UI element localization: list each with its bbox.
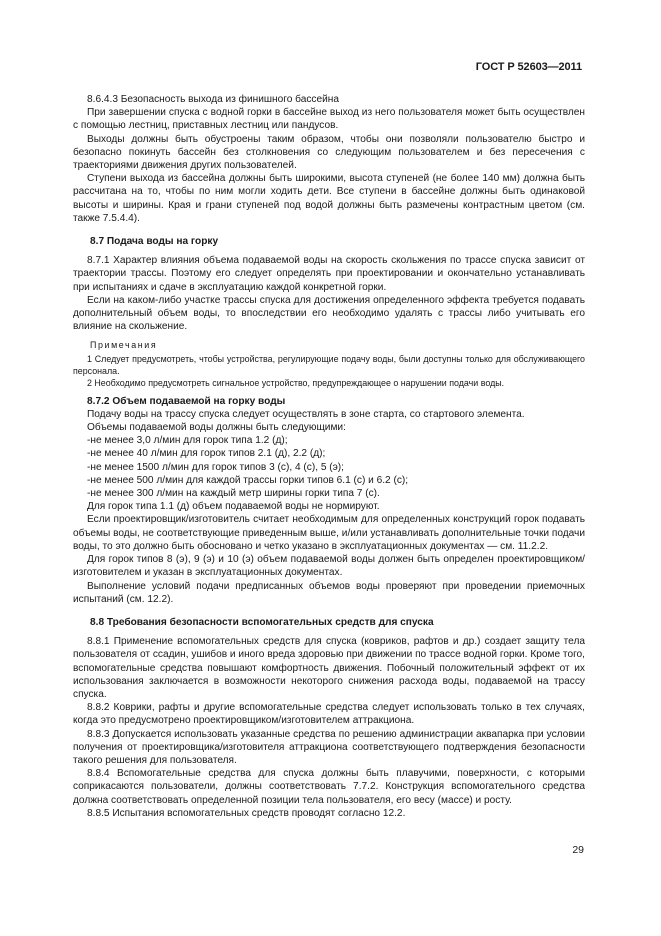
- paragraph: 8.8.2 Коврики, рафты и другие вспомогательные средства следует использовать только в тех случаях, когда это предусмотрено проектировщиком/изготовителем аттракциона.: [73, 702, 585, 727]
- paragraph: Выходы должны быть обустроены таким образом, чтобы они позволяли пользователю быстро и безопасно покинуть бассейн без столкновения со следующим пользователем и без пересечения с траекториями движения других пользователей.: [73, 133, 585, 172]
- note-2: 2 Необходимо предусмотреть сигнальное устройство, предупреждающее о нарушении подачи воды.: [87, 377, 505, 388]
- list-item: -не менее 300 л/мин на каждый метр ширины горки типа 7 (с).: [87, 488, 380, 500]
- paragraph: Для горок типов 8 (э), 9 (э) и 10 (э) объем подаваемой воды должен быть определен проектировщиком/изготовителем и указан в эксплуатационных документах.: [73, 554, 585, 579]
- section-8-7-2-heading: 8.7.2 Объем подаваемой на горку воды: [87, 395, 286, 407]
- document-code: ГОСТ Р 52603—2011: [475, 61, 582, 73]
- page-body: [73, 93, 585, 820]
- paragraph: Ступени выхода из бассейна должны быть широкими, высота ступеней (не более 140 мм) должна быть рассчитана на то, чтобы по ним могли ходить дети. Все ступени в бассейне должны быть одинаковой высоты и ширины. Края и грани ступеней под водой должны быть размечены контрастным цветом (см. также 7.5.4.4).: [73, 173, 585, 224]
- section-8-8-heading: 8.8 Требования безопасности вспомогательных средств для спуска: [90, 616, 434, 628]
- paragraph: Объемы подаваемой воды должны быть следующими:: [87, 422, 346, 434]
- paragraph: Для горок типа 1.1 (д) объем подаваемой воды не нормируют.: [87, 501, 380, 513]
- paragraph: 8.8.4 Вспомогательные средства для спуска должны быть плавучими, поверхности, с которыми соприкасаются пользователи, должны соответствовать 7.7.2. Конструкция вспомогательного средства должна соответствовать определенной позиции тела пользователя, его весу (массе) и росту.: [73, 768, 585, 806]
- paragraph: 8.8.1 Применение вспомогательных средств для спуска (ковриков, рафтов и др.) создает защиту тела пользователя от ссадин, ушибов и иного вреда здоровью при движении по трассе водной горки. Кроме того, вспомогательные средства повышают комфортность движения. Побочный положительный эффект от их использования заключается в возможности некоторого снижения расхода воды, подаваемой на трассу спуска.: [73, 636, 585, 700]
- list-item: -не менее 1500 л/мин для горок типов 3 (с), 4 (с), 5 (э);: [87, 461, 344, 473]
- section-8-7-heading: 8.7 Подача воды на горку: [90, 236, 219, 248]
- section-8-6-4-3-title: 8.6.4.3 Безопасность выхода из финишного бассейна: [87, 94, 339, 105]
- paragraph: 8.7.1 Характер влияния объема подаваемой воды на скорость скольжения по трассе спуска зависит от траектории трассы. Поэтому его следует определять при проектировании и окончательно устанавливать при испытаниях и сдаче в эксплуатацию каждой конкретной горки.: [73, 255, 585, 293]
- page-number: 29: [572, 844, 584, 856]
- paragraph: Если на каком-либо участке трассы спуска для достижения определенного эффекта требуется подавать дополнительный объем воды, то впоследствии его необходимо удалять с трассы либо учитывать его влияние на скольжение.: [73, 294, 585, 333]
- list-item: -не менее 3,0 л/мин для горок типа 1.2 (д);: [87, 435, 288, 447]
- list-item: -не менее 500 л/мин для каждой трассы горки типов 6.1 (с) и 6.2 (с);: [87, 474, 409, 486]
- notes-title: Примечания: [90, 340, 158, 351]
- note-1: 1 Следует предусмотреть, чтобы устройства, регулирующие подачу воды, были доступны только для обслуживающего персонала.: [73, 353, 585, 376]
- paragraph: При завершении спуска с водной горки в бассейне выход из него пользователя может быть осуществлен с помощью лестниц, приставных лестниц или пандусов.: [73, 107, 585, 132]
- paragraph: Подачу воды на трассу спуска следует осуществлять в зоне старта, со стартового элемента.: [87, 408, 525, 420]
- list-item: -не менее 40 л/мин для горок типов 2.1 (д), 2.2 (д);: [87, 448, 326, 460]
- paragraph: Выполнение условий подачи предписанных объемов воды проверяют при проведении приемочных испытаний (см. 12.2).: [73, 580, 585, 605]
- paragraph: 8.8.3 Допускается использовать указанные средства по решению администрации аквапарка при условии получения от проектировщика/изготовителя аттракциона соответствующего подтверждения безопасности такого решения для пользователя.: [73, 728, 585, 766]
- paragraph: 8.8.5 Испытания вспомогательных средств проводят согласно 12.2.: [87, 807, 406, 819]
- paragraph: Если проектировщик/изготовитель считает необходимым для определенных конструкций горок подавать объемы воды, не соответствующие приведенным выше, и/или устанавливать дополнительные точки подачи воды, то это должно быть обосновано и четко указано в эксплуатационных документах — см. 11.2.2.: [73, 514, 585, 552]
